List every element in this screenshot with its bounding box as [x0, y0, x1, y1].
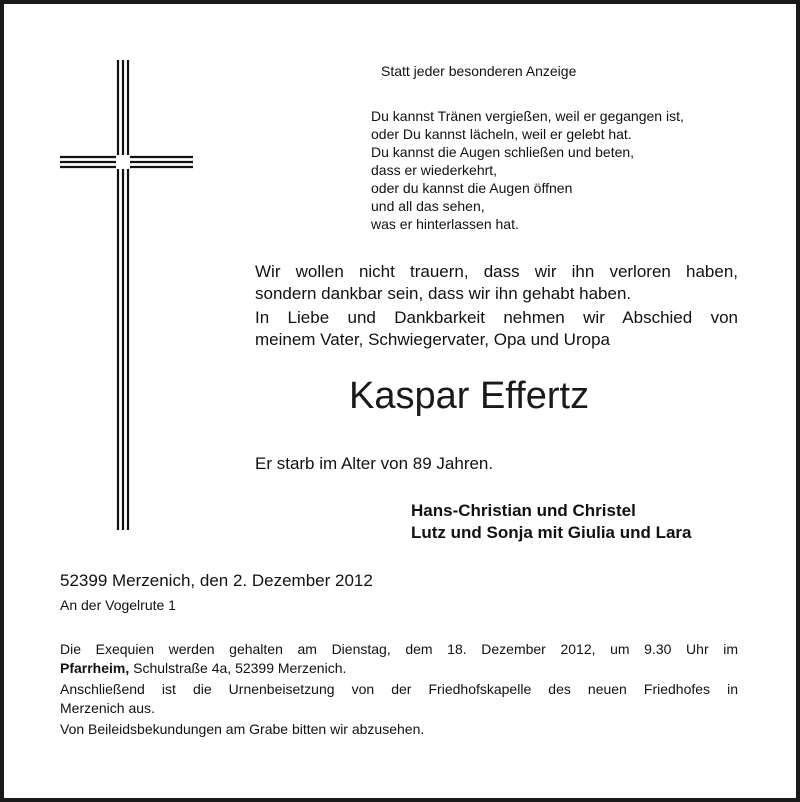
intro-line: In Liebe und Dankbarkeit nehmen wir Abschied von — [255, 308, 738, 327]
intro-line: sondern dankbar sein, dass wir ihn gehabt haben. — [255, 284, 632, 303]
funeral-info-line: Anschließend ist die Urnenbeisetzung von der Friedhofskapelle des neuen Friedhofes in — [60, 681, 738, 697]
age-line: Er starb im Alter von 89 Jahren. — [255, 454, 494, 473]
deceased-name: Kaspar Effertz — [349, 375, 590, 417]
place-date: 52399 Merzenich, den 2. Dezember 2012 — [60, 571, 373, 590]
poem-line: oder Du kannst lächeln, weil er gelebt hat. — [371, 126, 632, 142]
intro-line: Wir wollen nicht trauern, dass wir ihn verloren haben, — [255, 262, 738, 281]
mourner-line: Hans-Christian und Christel — [411, 501, 636, 520]
header-note: Statt jeder besonderen Anzeige — [381, 63, 577, 79]
poem-line: was er hinterlassen hat. — [371, 216, 519, 232]
funeral-info-line: Die Exequien werden gehalten am Dienstag, dem 18. Dezember 2012, um 9.30 Uhr im — [60, 641, 738, 657]
funeral-info-line: Von Beileidsbekundungen am Grabe bitten wir abzusehen. — [60, 721, 425, 737]
intro-line: meinem Vater, Schwiegervater, Opa und Uropa — [255, 330, 610, 349]
venue-name: Pfarrheim, — [60, 660, 130, 676]
poem-line: dass er wiederkehrt, — [371, 162, 498, 178]
funeral-info-line — [60, 659, 346, 677]
venue-address: Schulstraße 4a, 52399 Merzenich. — [129, 660, 347, 676]
mourner-line: Lutz und Sonja mit Giulia und Lara — [411, 523, 692, 542]
poem-line: Du kannst die Augen schließen und beten, — [371, 144, 635, 160]
poem-line: oder du kannst die Augen öffnen — [371, 180, 573, 196]
poem-line: Du kannst Tränen vergießen, weil er gegangen ist, — [371, 108, 684, 124]
funeral-info-line: Merzenich aus. — [60, 700, 155, 716]
address: An der Vogelrute 1 — [60, 597, 176, 613]
poem-line: und all das sehen, — [371, 198, 485, 214]
